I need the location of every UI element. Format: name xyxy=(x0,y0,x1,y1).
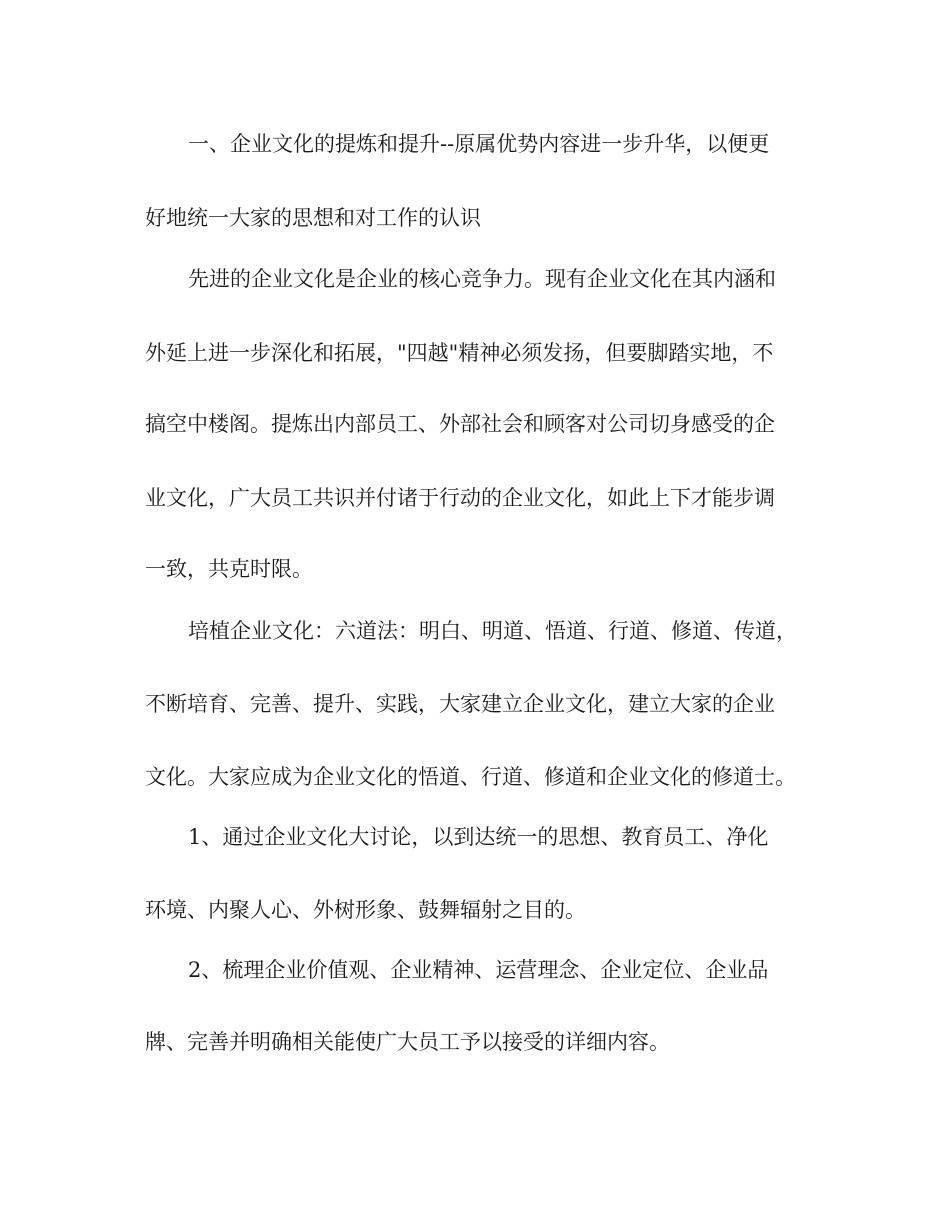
paragraph-1-line-2: 外延上进一步深化和拓展，"四越"精神必须发扬，但要脚踏实地，不 xyxy=(145,341,774,365)
paragraph-2-line-3: 文化。大家应成为企业文化的悟道、行道、修道和企业文化的修道士。 xyxy=(145,765,796,789)
item-2-line-1: 2、梳理企业价值观、企业精神、运营理念、企业定位、企业品 xyxy=(188,958,769,982)
paragraph-2-line-1: 培植企业文化：六道法：明白、明道、悟道、行道、修道、传道， xyxy=(188,619,797,643)
paragraph-1-line-4: 业文化，广大员工共识并付诸于行动的企业文化，如此上下才能步调 xyxy=(145,486,775,510)
item-1-line-2: 环境、内聚人心、外树形象、鼓舞辐射之目的。 xyxy=(145,898,586,922)
heading-line-2: 好地统一大家的思想和对工作的认识 xyxy=(145,206,481,230)
item-1-line-1: 1、通过企业文化大讨论，以到达统一的思想、教育员工、净化 xyxy=(188,825,769,849)
paragraph-2-line-2: 不断培育、完善、提升、实践，大家建立企业文化，建立大家的企业 xyxy=(145,692,775,716)
paragraph-1-line-3: 搞空中楼阁。提炼出内部员工、外部社会和顾客对公司切身感受的企 xyxy=(145,412,775,436)
paragraph-1-line-1: 先进的企业文化是企业的核心竞争力。现有企业文化在其内涵和 xyxy=(188,267,776,291)
heading-line-1: 一、企业文化的提炼和提升--原属优势内容进一步升华，以便更 xyxy=(188,132,770,156)
paragraph-1-line-5: 一致，共克时限。 xyxy=(145,557,313,581)
item-2-line-2: 牌、完善并明确相关能使广大员工予以接受的详细内容。 xyxy=(145,1030,670,1054)
